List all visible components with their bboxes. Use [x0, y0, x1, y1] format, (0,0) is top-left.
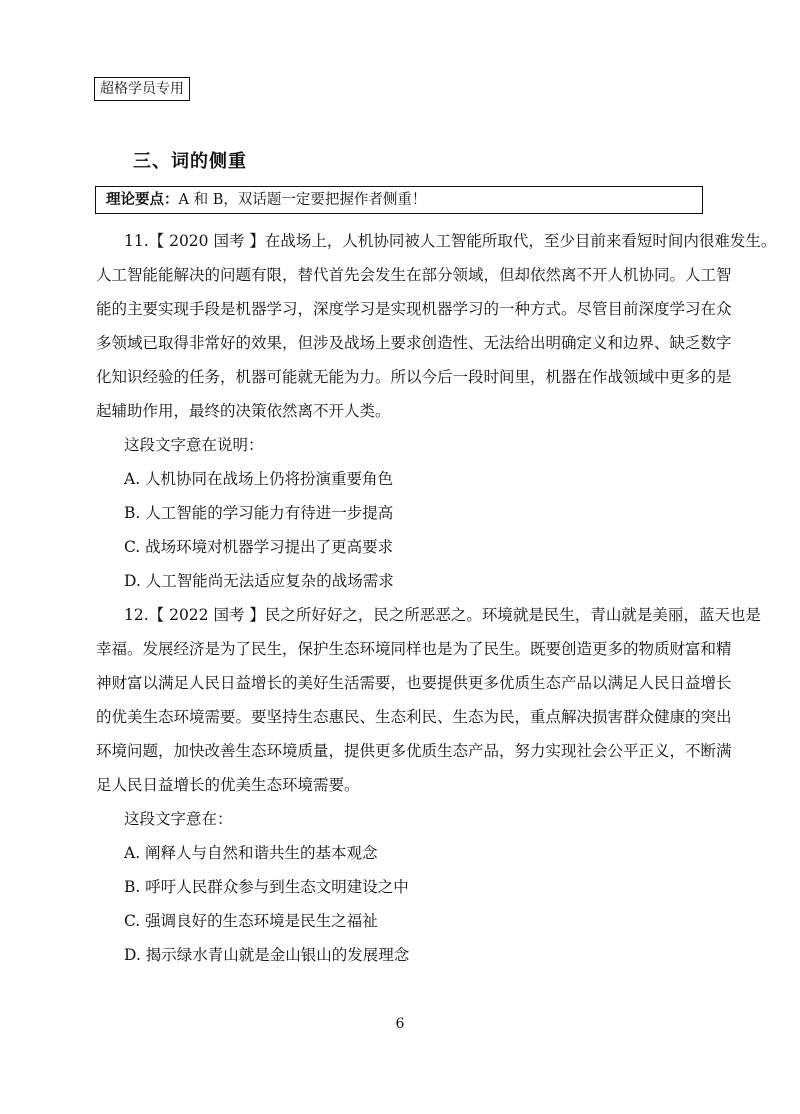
question-12-line-2: 幸福。发展经济是为了民生，保护生态环境同样也是为了民生。既要创造更多的物质财富和精: [96, 640, 732, 658]
question-12-option-b: B. 呼吁人民群众参与到生态文明建设之中: [124, 878, 409, 896]
question-11-option-b: B. 人工智能的学习能力有待进一步提高: [124, 504, 394, 522]
question-12-option-a: A. 阐释人与自然和谐共生的基本观念: [124, 844, 378, 862]
question-11-option-c: C. 战场环境对机器学习提出了更高要求: [124, 538, 394, 556]
question-11-line-4: 多领域已取得非常好的效果，但涉及战场上要求创造性、无法给出明确定义和边界、缺乏数字: [96, 334, 732, 352]
question-11-line-2: 人工智能能解决的问题有限，替代首先会发生在部分领域，但却依然离不开人机协同。人工智: [96, 266, 732, 284]
question-12-option-c: C. 强调良好的生态环境是民生之福祉: [124, 912, 378, 930]
question-11-option-a: A. 人机协同在战场上仍将扮演重要角色: [124, 470, 394, 488]
question-12-line-1: 12.【 2022 国考 】民之所好好之，民之所恶恶之。环境就是民生，青山就是美丽，蓝天也是: [124, 606, 761, 624]
question-11-line-5: 化知识经验的任务，机器可能就无能为力。所以今后一段时间里，机器在作战领域中更多的是: [96, 368, 732, 386]
student-only-badge: 超格学员专用: [94, 77, 190, 101]
question-11-line-6: 起辅助作用，最终的决策依然离不开人类。: [96, 402, 391, 420]
question-12-stem: 这段文字意在：: [124, 810, 233, 828]
page-number: 6: [395, 1016, 405, 1032]
question-11-stem: 这段文字意在说明：: [124, 436, 264, 454]
question-11-option-d: D. 人工智能尚无法适应复杂的战场需求: [124, 572, 394, 590]
question-12-line-3: 神财富以满足人民日益增长的美好生活需要，也要提供更多优质生态产品以满足人民日益增长: [96, 674, 732, 692]
question-11-line-1: 11.【 2020 国考 】在战场上，人机协同被人工智能所取代，至少目前来看短时间内很难发生。: [124, 232, 777, 250]
question-12-line-4: 的优美生态环境需要。要坚持生态惠民、生态利民、生态为民，重点解决损害群众健康的突出: [96, 708, 732, 726]
question-12-option-d: D. 揭示绿水青山就是金山银山的发展理念: [124, 946, 410, 964]
question-11-line-3: 能的主要实现手段是机器学习，深度学习是实现机器学习的一种方式。尽管目前深度学习在众: [96, 300, 732, 318]
theory-text: A 和 B，双话题一定要把握作者侧重！: [178, 192, 427, 208]
question-12-line-5: 环境问题，加快改善生态环境质量，提供更多优质生态产品，努力实现社会公平正义，不断满: [96, 742, 732, 760]
question-12-line-6: 足人民日益增长的优美生态环境需要。: [96, 776, 360, 794]
theory-label: 理论要点：: [106, 191, 179, 208]
section-heading: 三、词的侧重: [133, 151, 247, 172]
theory-key-points-box: [95, 186, 703, 214]
